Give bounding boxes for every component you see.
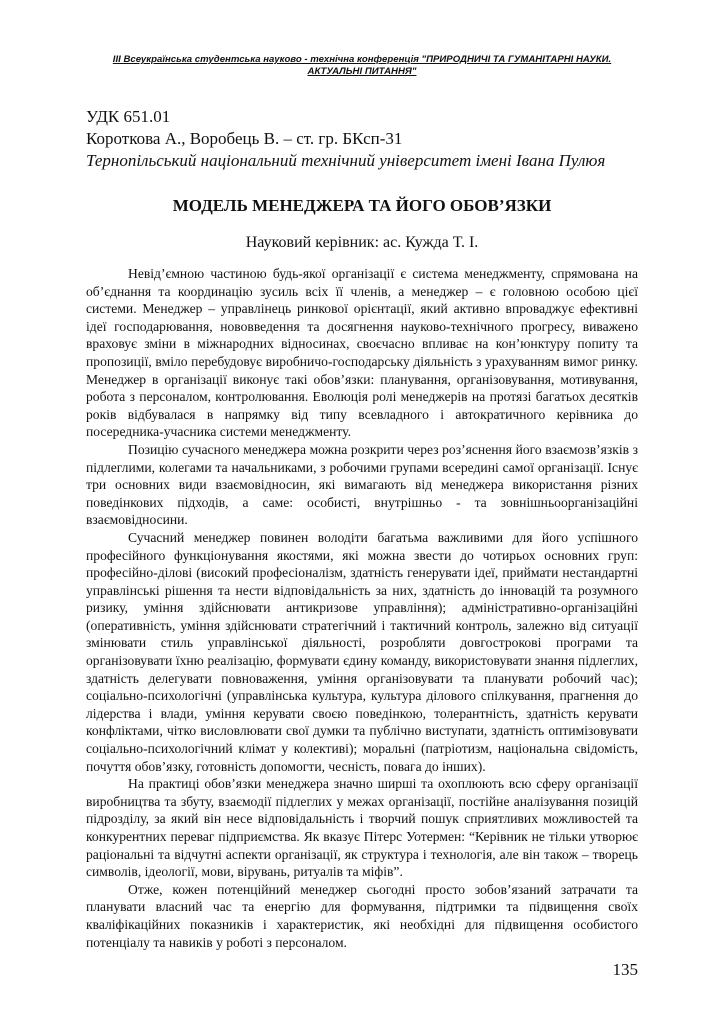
affiliation: Тернопільський національний технічний університет імені Івана Пулюя: [86, 151, 606, 170]
paper-page: [86, 54, 638, 951]
conference-header-line2: АКТУАЛЬНІ ПИТАННЯ": [307, 66, 417, 77]
paragraph-1: Невід’ємною частиною будь-якої організації є система менеджменту, спрямована на об’єднання та координацію зусиль всіх її членів, а менеджер – є головною особою цієї системи. Менеджер – управлінець ринкової орієнтації, який активно впроваджує ефективні ідеї господарювання, нововведення та досягнення науково-технічного прогресу, виважено враховує зміни в міжнародних відносинах, своєчасно впливає на кон’юнктуру попиту та пропозиції, вміло перебудовує виробничо-господарську діяльність з урахуванням вимог ринку. Менеджер в організації виконує такі обов’язки: планування, організовування, мотивування, робота з персоналом, контролювання. Еволюція ролі менеджерів на протязі багатьох десятків років відбувалася в напрямку від типу всевладного і автократичного керівника до посередника-учасника системи менеджменту.: [86, 266, 638, 440]
udc-code: УДК 651.01: [86, 107, 171, 126]
paragraph-3: Сучасний менеджер повинен володіти багатьма важливими для його успішного професійного функціонування якостями, які можна звести до чотирьох основних груп: професійно-ділові (високий професіоналізм, здатність генерувати ідеї, приймати нестандартні управлінські рішення та нести відповідальність за них, здатність до інновацій та розумного ризику, уміння здійснювати антикризове управління); адміністративно-організаційні (оперативність, уміння здійснювати стратегічний і тактичний контроль, залежно від ситуації змінювати стиль управлінської діяльності, розробляти довгострокові програми та організовувати їхню реалізацію, формувати єдину команду, використовувати знання підлеглих, здатність делегувати повноваження, уміння організовувати та планувати робочий час); соціально-психологічні (управлінська культура, культура ділового спілкування, прагнення до лідерства і влади, уміння керувати своєю поведінкою, толерантність, здатність керувати конфліктами, чітко висловлювати свої думки та публічно виступати, здатність оптимізовувати соціально-психологічний клімат у колективі); моральні (патріотизм, національна свідомість, почуття обов’язку, готовність допомогти, чесність, повага до інших).: [86, 529, 638, 774]
paragraph-4: На практиці обов’язки менеджера значно ширші та охоплюють всю сферу організації виробництва та збуту, взаємодії підлеглих у межах організації, постійне аналізування позицій підрозділу, за який він несе відповідальність і творчий пошук сприятливих можливостей та конкурентних переваг підприємства. Як вказує Пітерс Уотермен: “Керівник не тільки утворює раціональні та відчутні аспекти організації, як структура і технологія, але він також – творець символів, ідеології, мови, вірувань, ритуалів та міфів”.: [86, 776, 638, 880]
paragraph-5: Отже, кожен потенційний менеджер сьогодні просто зобов’язаний затрачати та планувати власний час та енергію для формування, підтримки та підвищення своїх кваліфікаційних показників і характеристик, які необхідні для підвищення особистого потенціалу та навиків у роботі з персоналом.: [86, 881, 638, 950]
paper-title: МОДЕЛЬ МЕНЕДЖЕРА ТА ЙОГО ОБОВ’ЯЗКИ: [172, 196, 552, 215]
paper-body: [86, 265, 638, 951]
authors: Короткова А., Воробець В. – ст. гр. БКсп-31: [86, 129, 403, 148]
page-number: 135: [612, 960, 638, 979]
conference-header-line1: III Всеукраїнська студентська науково - технічна конференція "ПРИРОДНИЧІ ТА ГУМАНІТАРНІ НАУКИ.: [112, 54, 612, 65]
conference-header: [86, 54, 638, 78]
supervisor: Науковий керівник: ас. Кужда Т. І.: [245, 234, 479, 251]
paragraph-2: Позицію сучасного менеджера можна розкрити через роз’яснення його взаємозв’язків з підлеглими, колегами та начальниками, з робочими групами всередині самої організації. Існує три основних види взаємовідносин, які вимагають від менеджера використання різних поведінкових підходів, а саме: особисті, внутрішньо - та зовнішньоорганізаційні взаємовідносини.: [86, 441, 638, 528]
